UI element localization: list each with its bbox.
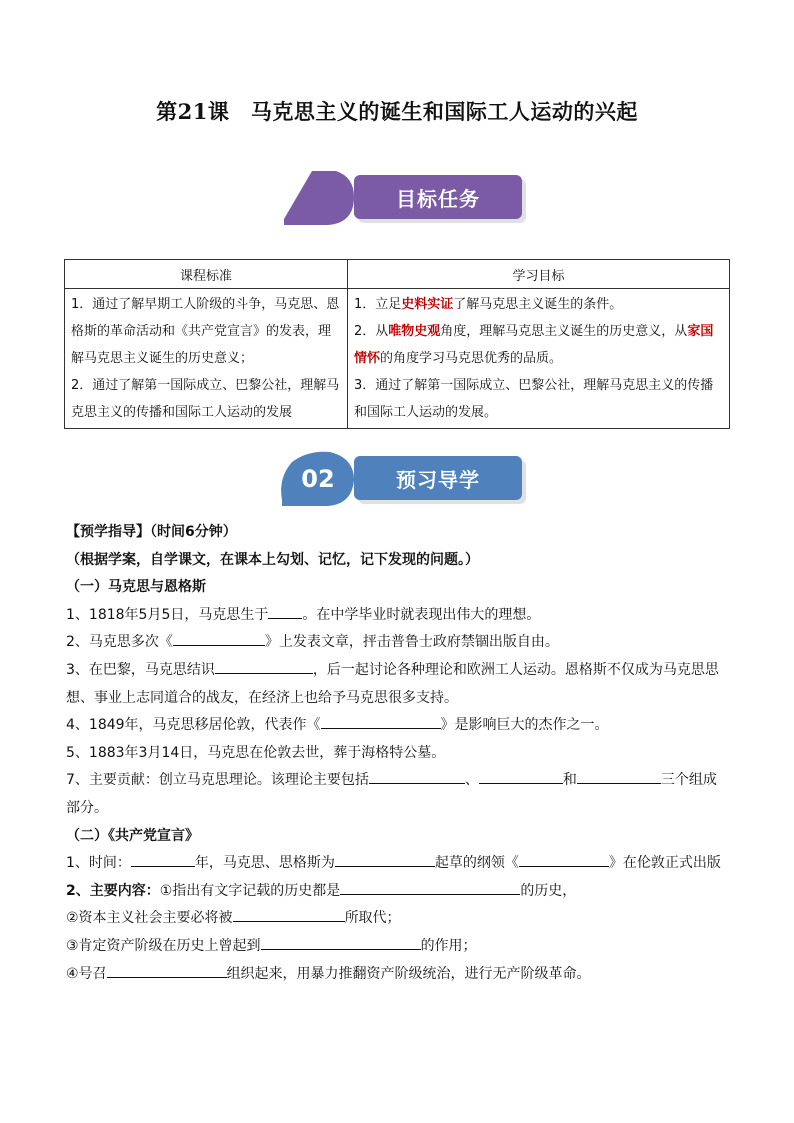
fill-blank[interactable]: [215, 659, 313, 674]
section-heading: （二）《共产党宣言》: [66, 827, 199, 844]
preview-content: [66, 519, 730, 988]
question-line: 3、在巴黎，马克思结识 ，后一起讨论各种理论和欧洲工人运动。恩格斯不仅成为马克思思想、事业上志同道合的战友，在经济上也给予马克思很多支持。: [66, 657, 730, 712]
highlight-term: 家国情怀: [354, 324, 714, 366]
banner-label: 预习导学: [354, 456, 522, 500]
fill-blank[interactable]: [261, 935, 421, 950]
highlight-term: 唯物史观: [388, 324, 441, 339]
highlight-term: 史料实证: [401, 297, 454, 312]
question-line: 1、时间： 年，马克思、思格斯为 起草的纲领《 》在伦敦正式出版: [66, 850, 730, 878]
section-banner-goals: [278, 167, 528, 229]
guide-title: 【预学指导】（时间6分钟）: [66, 524, 237, 540]
fill-blank[interactable]: [335, 852, 435, 867]
fill-blank[interactable]: [173, 631, 265, 646]
fill-blank[interactable]: [233, 907, 345, 922]
question-line: 4、1849年，马克思移居伦敦，代表作《 》是影响巨大的杰作之一。: [66, 712, 730, 740]
question-line: 7、主要贡献：创立马克思理论。该理论主要包括 、 和 三个组成部分。: [66, 767, 730, 822]
question-line: 2、主要内容：①指出有文字记载的历史都是 的历史，: [66, 878, 730, 906]
question-line: 5、1883年3月14日，马克思在伦敦去世，葬于海格特公墓。: [66, 744, 446, 761]
curriculum-table: [64, 259, 730, 429]
fill-blank[interactable]: [577, 769, 661, 784]
section-heading: （一）马克思与恩格斯: [66, 579, 206, 596]
badge-number: 02: [301, 465, 335, 493]
question-line: 1、1818年5月5日，马克思生于 。在中学毕业时就表现出伟大的理想。: [66, 602, 730, 630]
question-line: 2、马克思多次《 》上发表文章，抨击普鲁士政府禁锢出版自由。: [66, 629, 730, 657]
fill-blank[interactable]: [321, 714, 441, 729]
fill-blank[interactable]: [340, 880, 520, 895]
goal-item: 3．通过了解第一国际成立、巴黎公社，理解马克思主义的传播和国际工人运动的发展。: [354, 378, 714, 420]
curriculum-item: 2．通过了解第一国际成立、巴黎公社，理解马克思主义的传播和国际工人运动的发展: [71, 378, 340, 420]
section-banner-preview: [278, 448, 528, 510]
curriculum-item: 1．通过了解早期工人阶级的斗争，马克思、恩格斯的革命活动和《共产党宣言》的发表，理解马克思主义诞生的历史意义；: [71, 297, 340, 366]
table-header-curriculum: 课程标准: [65, 260, 348, 289]
fill-blank[interactable]: [519, 852, 609, 867]
page-title: 第21课 马克思主义的诞生和国际工人运动的兴起: [156, 99, 638, 124]
goal-item: 2．从唯物史观角度，理解马克思主义诞生的历史意义，从家国情怀的角度学习马克思优秀的品质。: [354, 324, 714, 366]
curriculum-cell: [65, 289, 348, 429]
badge-shape-icon: [278, 167, 356, 229]
goals-cell: [348, 289, 730, 429]
question-line: ②资本主义社会主要必将被 所取代；: [66, 905, 730, 933]
fill-blank[interactable]: [369, 769, 465, 784]
fill-blank[interactable]: [131, 852, 195, 867]
fill-blank[interactable]: [107, 963, 227, 978]
question-line: ④号召 组织起来，用暴力推翻资产阶级统治，进行无产阶级革命。: [66, 961, 730, 989]
guide-note: （根据学案，自学课文，在课本上勾划、记忆，记下发现的问题。）: [66, 551, 479, 568]
table-header-goals: 学习目标: [348, 260, 730, 289]
question-line: ③肯定资产阶级在历史上曾起到 的作用；: [66, 933, 730, 961]
fill-blank[interactable]: [268, 604, 302, 619]
fill-blank[interactable]: [479, 769, 563, 784]
banner-label: 目标任务: [354, 175, 522, 219]
goal-item: 1．立足史料实证了解马克思主义诞生的条件。: [354, 297, 623, 312]
